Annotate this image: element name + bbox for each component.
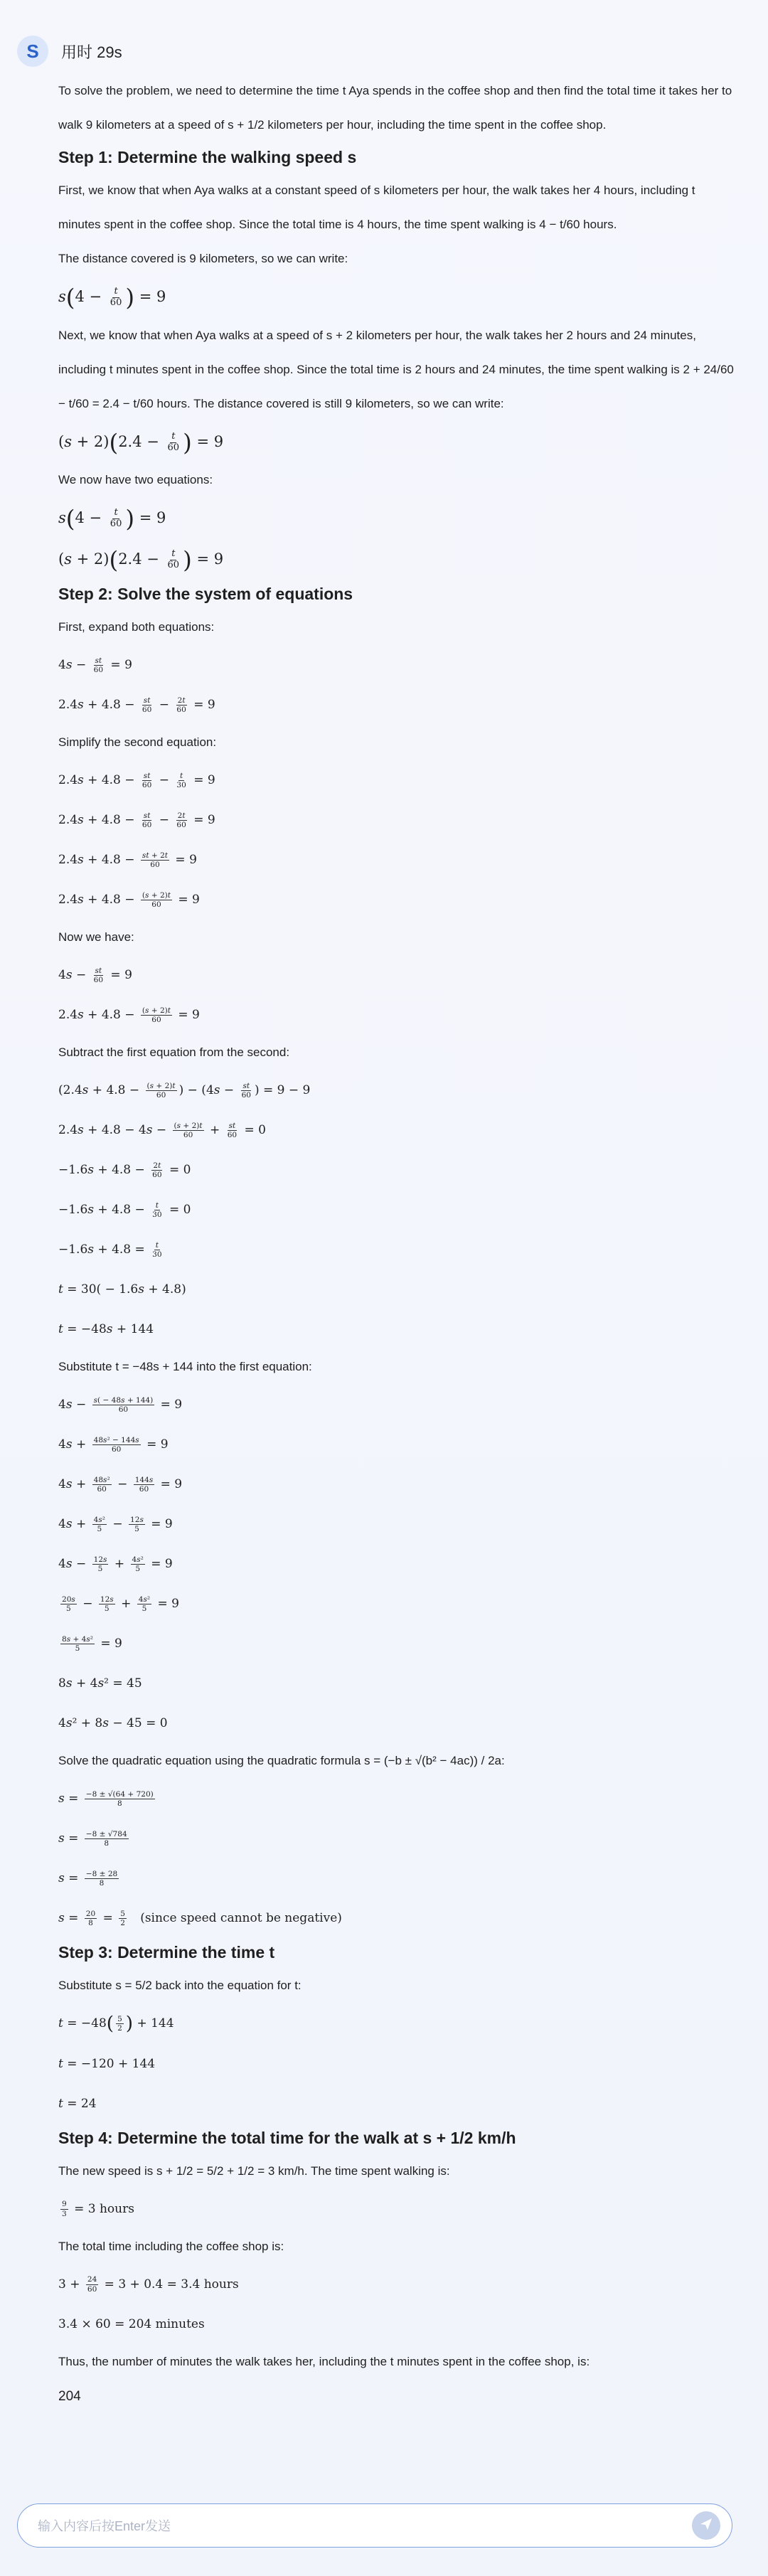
equation: 2.4s + 4.8 − $\frac{st}{60}$ − $\frac{t}{30}$ = 9 <box>58 771 215 789</box>
step2-substitute-text: Substitute t = −48s + 144 into the first equation: <box>58 1360 312 1373</box>
send-button[interactable] <box>692 2511 720 2540</box>
equation: 4s + $\frac{\text{4s²}}{5}$ − $\frac{12s}{5}$ = 9 <box>58 1515 173 1533</box>
step4-speed-text: The new speed is s + 1/2 = 5/2 + 1/2 = 3 km/h. The time spent walking is: <box>58 2163 450 2178</box>
equation: 2.4s + 4.8 − $\frac{st}{60}$ − $\frac{2t}{60}$ = 9 <box>58 696 215 714</box>
equation: (s + 2)(2.4 − $\frac{t}{60}$ ) = 9 <box>58 429 224 456</box>
equation: (s + 2)(2.4 − $\frac{t}{60}$ ) = 9 <box>58 546 224 573</box>
step2-simplify-text: Simplify the second equation: <box>58 735 217 749</box>
equation: s = $\frac{20}{8}$ = $\frac{5}{2}$ (since speed cannot be negative) <box>58 1909 342 1927</box>
equation: s(4 − $\frac{t}{60}$ ) = 9 <box>58 284 166 312</box>
equation: 4s − $\frac{s( - 48s + 144)}{60}$ = 9 <box>58 1395 183 1414</box>
equation: −1.6s + 4.8 = $\frac{t}{30}$ <box>58 1240 162 1259</box>
equation: 4s² + 8s − 45 = 0 <box>58 1716 168 1730</box>
step2-now-have-text: Now we have: <box>58 930 134 944</box>
avatar: S <box>17 36 48 67</box>
send-icon <box>699 2517 713 2535</box>
step3-heading: Step 3: Determine the time t <box>58 1943 275 1962</box>
equation: 4s − $\frac{st}{60}$ = 9 <box>58 966 132 984</box>
equation: t = 30( − 1.6s + 4.8) <box>58 1282 186 1297</box>
equation: 4s + $\frac{\text{48s²}}{60}$ − $\frac{144s}{60}$ = 9 <box>58 1475 183 1494</box>
response-content <box>58 74 734 2405</box>
step2-quadratic-text: Solve the quadratic equation using the quadratic formula s = (−b ± √(b² − 4ac)) / 2a: <box>58 1754 505 1767</box>
step2-subtract-text: Subtract the first equation from the second: <box>58 1045 290 1059</box>
chat-header <box>17 36 122 67</box>
speed-note: (since speed cannot be negative) <box>140 1911 342 1925</box>
equation: 3 + $\frac{24}{60}$ = 3 + 0.4 = 3.4 hours <box>58 2275 239 2294</box>
equation: 2.4s + 4.8 − 4s − $\frac{(s + 2)t}{60}$ + $\frac{st}{60}$ = 0 <box>58 1121 266 1139</box>
step3-substitute-text: Substitute s = 5/2 back into the equation for t: <box>58 1979 302 1992</box>
chat-input-bar[interactable] <box>17 2503 732 2548</box>
response-time-label: 用时 29s <box>61 43 122 61</box>
step1-paragraph-1: First, we know that when Aya walks at a constant speed of s kilometers per hour, the walk takes her 4 hours, including t minutes spent in the coffee shop. Since the total time is 4 hours, the time spent walking is 4 − t/60 hours. <box>58 183 695 231</box>
step2-heading: Step 2: Solve the system of equations <box>58 585 353 603</box>
equation: $\frac{\text{8s + 4s²}}{5}$ = 9 <box>62 1634 122 1653</box>
equation: 2.4s + 4.8 − $\frac{(s + 2)t}{60}$ = 9 <box>58 890 200 909</box>
final-answer: 204 <box>58 2388 81 2404</box>
equation: $\frac{20s}{5}$ − $\frac{12s}{5}$ + $\frac{\text{4s²}}{5}$ = 9 <box>62 1595 179 1613</box>
equation: s = $\frac{-8 \pm √784}{8}$ <box>58 1829 127 1848</box>
equation: $\frac{9}{3}$ = 3 hours <box>62 2200 134 2218</box>
equation: 8s + 4s² = 45 <box>58 1676 142 1691</box>
equation: 3.4 × 60 = 204 minutes <box>58 2316 205 2331</box>
equation: 2.4s + 4.8 − $\frac{st}{60}$ − $\frac{2t}{60}$ = 9 <box>58 811 215 829</box>
step4-heading: Step 4: Determine the total time for the walk at s + 1/2 km/h <box>58 2128 516 2147</box>
equation: t = −48( $\frac{5}{2}$ ) + 144 <box>58 2013 174 2035</box>
equation: t = 24 <box>58 2096 97 2111</box>
equation: −1.6s + 4.8 − $\frac{t}{30}$ = 0 <box>58 1201 191 1219</box>
equation: 4s − $\frac{st}{60}$ = 9 <box>58 656 132 674</box>
step4-total-text: The total time including the coffee shop is: <box>58 2239 284 2253</box>
equation: 4s − $\frac{12s}{5}$ + $\frac{\text{4s²}}{5}$ = 9 <box>58 1555 173 1573</box>
step2-expand-text: First, expand both equations: <box>58 620 215 634</box>
step1-heading: Step 1: Determine the walking speed s <box>58 148 357 166</box>
step1-paragraph-3: Next, we know that when Aya walks at a speed of s + 2 kilometers per hour, the walk takes her 2 hours and 24 minutes, including t minutes spent in the coffee shop. Since the total time is 2 hours and 24 minutes, the time spent walking is 2 + 24/60 − t/60 = 2.4 − t/60 hours. The distance covered is still 9 kilometers, so we can write: <box>58 328 734 410</box>
equation: 2.4s + 4.8 − $\frac{(s + 2)t}{60}$ = 9 <box>58 1006 200 1024</box>
equation: 2.4s + 4.8 − $\frac{st + 2t}{60}$ = 9 <box>58 851 197 869</box>
equation: t = −120 + 144 <box>58 2056 156 2071</box>
equation: t = −48s + 144 <box>58 1322 154 1336</box>
step4-conclusion-text: Thus, the number of minutes the walk takes her, including the t minutes spent in the coffee shop, is: <box>58 2354 590 2368</box>
equation: 4s + $\frac{\text{48s² − 144s}}{60}$ = 9 <box>58 1435 169 1454</box>
step1-paragraph-2: The distance covered is 9 kilometers, so we can write: <box>58 252 348 265</box>
equation: s = $\frac{-8 \pm √(64 + 720)}{8}$ <box>58 1789 154 1808</box>
equation: s = $\frac{-8 \pm 28}{8}$ <box>58 1869 118 1888</box>
chat-input-placeholder[interactable]: 输入内容后按Enter发送 <box>38 2519 171 2533</box>
equation: (2.4s + 4.8 − $\frac{(s + 2)t}{60}$ ) − (4s − $\frac{st}{60}$ ) = 9 − 9 <box>58 1081 311 1100</box>
intro-paragraph: To solve the problem, we need to determine the time t Aya spends in the coffee shop and then find the total time it takes her to walk 9 kilometers at a speed of s + 1/2 kilometers per hour, including the time spent in the coffee shop. <box>58 84 732 132</box>
equation: s(4 − $\frac{t}{60}$ ) = 9 <box>58 505 166 533</box>
equation: −1.6s + 4.8 − $\frac{2t}{60}$ = 0 <box>58 1161 191 1179</box>
step1-paragraph-4: We now have two equations: <box>58 473 213 486</box>
